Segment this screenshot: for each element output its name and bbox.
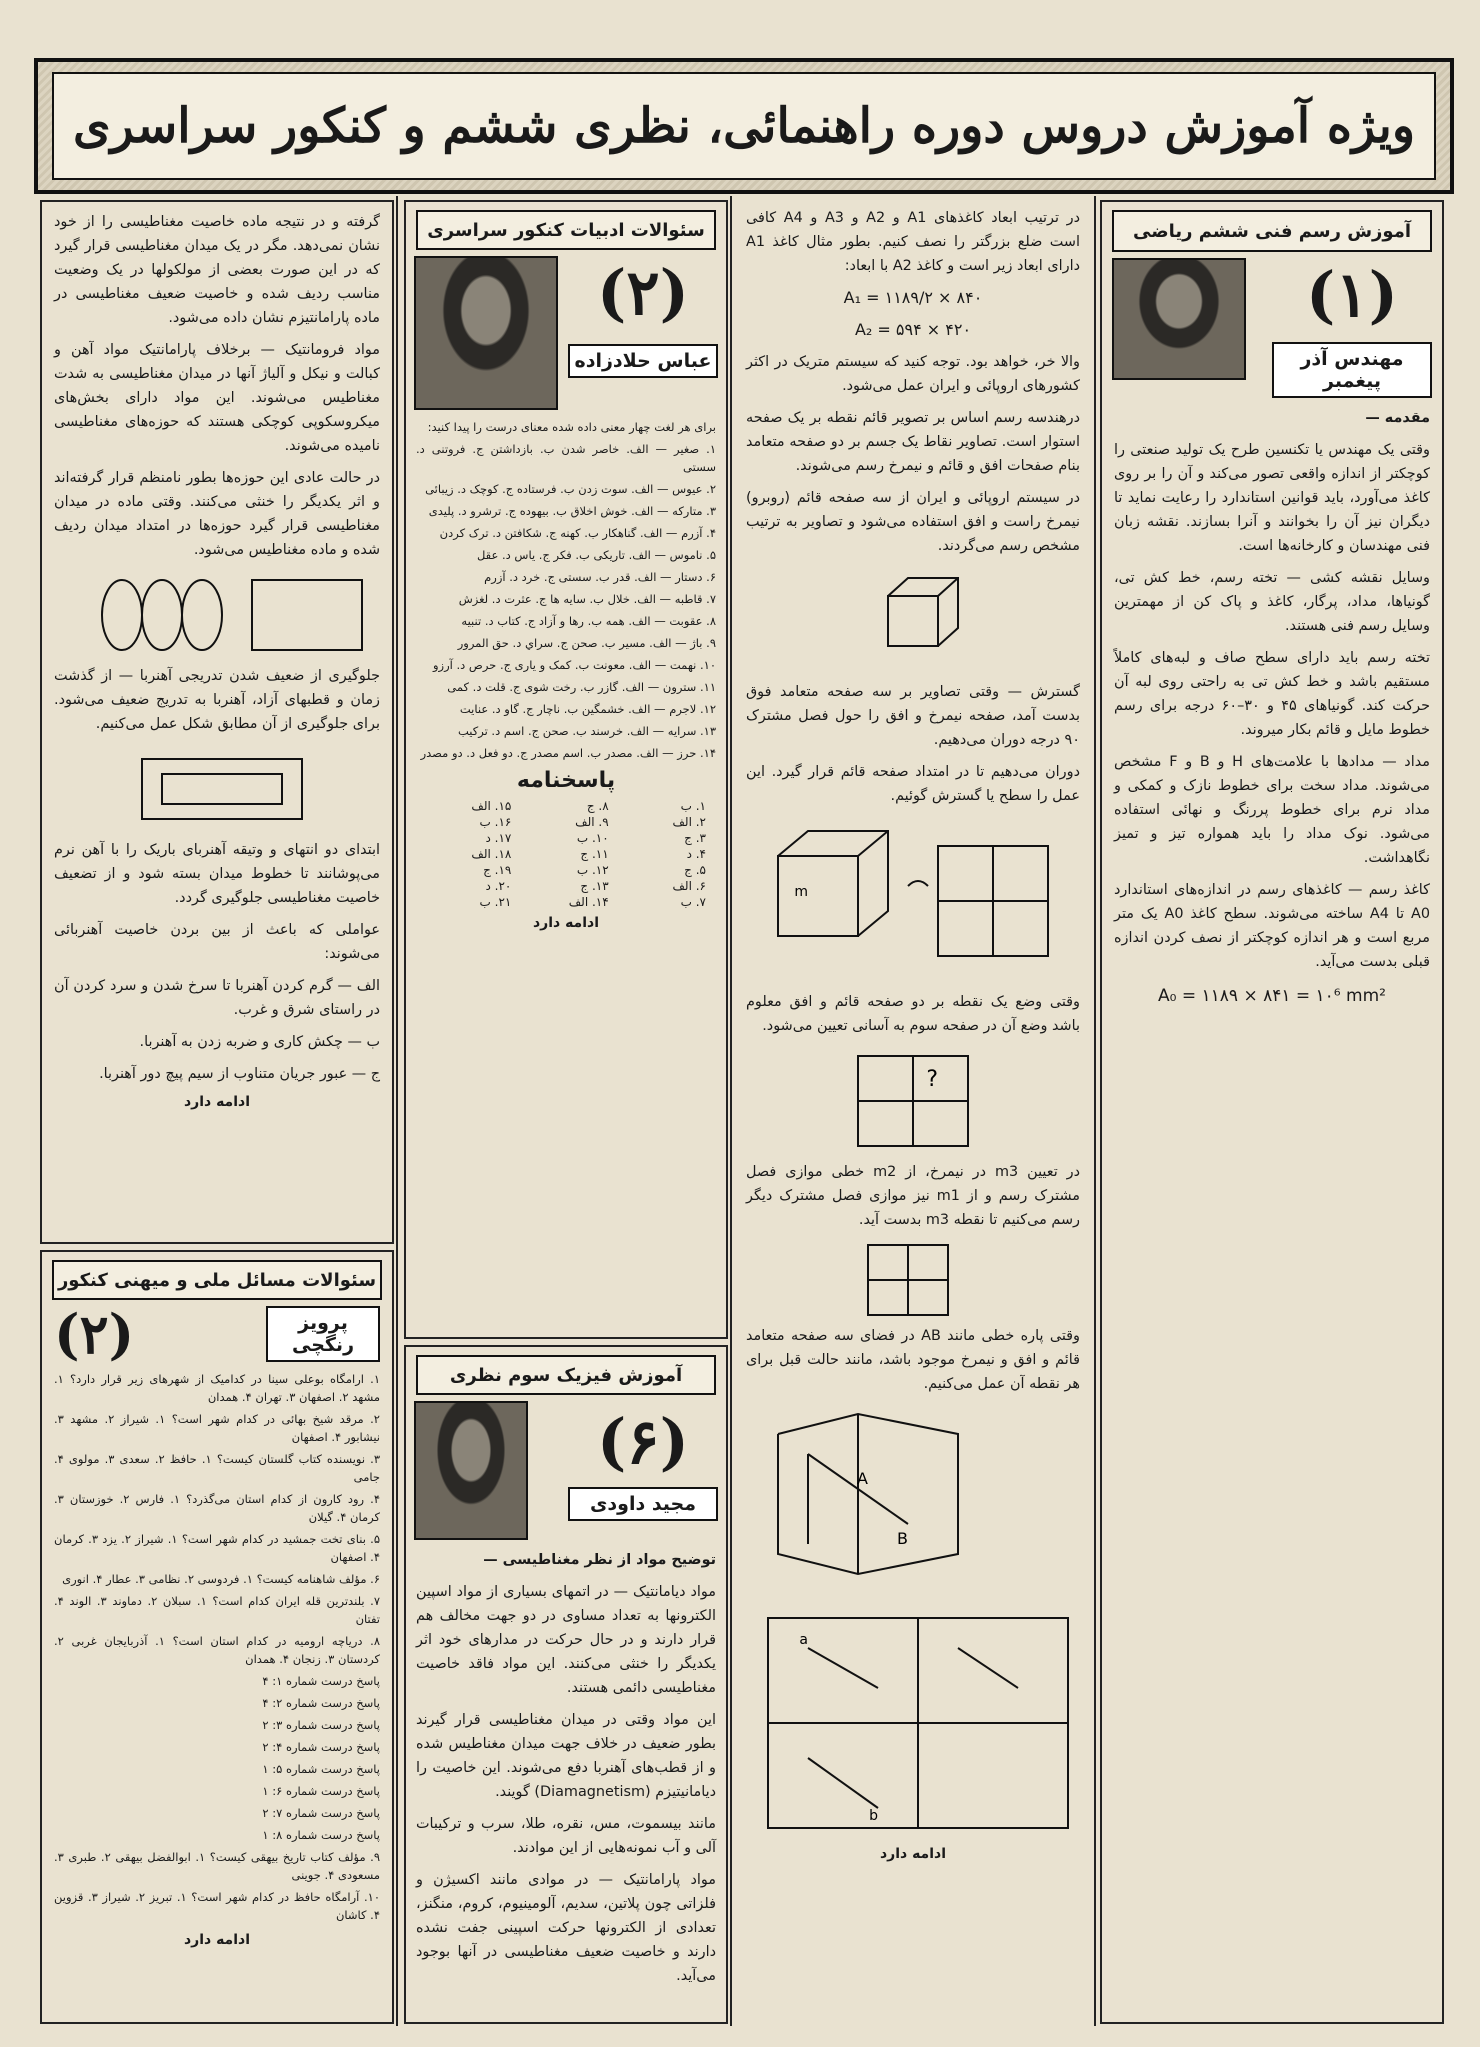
question: پاسخ درست شماره ۳: ۲ (262, 1718, 380, 1732)
author-name: مهندس آذر پیغمبر (1272, 342, 1432, 398)
question: ۲. مرقد شیخ بهائی در کدام شهر است؟ ۱. شیراز ۲. مشهد ۳. نیشابور ۴. اصفهان (54, 1412, 380, 1444)
paragraph: وسایل نقشه کشی — تخته رسم، خط کش تی، گونیاها، مداد، پرگار، کاغذ و پاک کن از مهمترین وسایل رسم فنی هستند. (1114, 570, 1430, 634)
column-technical-drawing (1100, 200, 1444, 2024)
answer: ۱. ب (680, 799, 706, 813)
column-physics (404, 1345, 728, 2024)
answer: ۱۶. ب (479, 815, 512, 829)
answer: ۱۳. ج (580, 879, 609, 893)
paragraph: الف — گرم کردن آهنربا تا سرخ شدن و سرد کردن آن در راستای شرق و غرب. (54, 978, 380, 1018)
question: ۲. عیوس — الف. سوت زدن ب. فرستاده ج. کوچک د. زیبائی (425, 482, 716, 496)
figure-third-view (748, 1046, 1088, 1156)
paragraph: مانند بیسموت، مس، نقره، طلا، سرب و ترکیبات آلی و آب نمونه‌هایی از این موادند. (416, 1816, 716, 1856)
question: پاسخ درست شماره ۷: ۲ (262, 1806, 380, 1820)
answer: ۳. ج (684, 831, 706, 845)
figure-magnet-domains (52, 570, 392, 660)
continue-note: ادامه دارد (879, 1846, 947, 1862)
answer: ۲. الف (672, 815, 706, 829)
question: ۹. باژ — الف. مسیر ب. صحن ج. سراي د. حق المرور (457, 636, 716, 650)
column-rule (396, 196, 398, 2026)
answer: ۱۲. ب (576, 863, 609, 877)
paragraph: ب — چکش کاری و ضربه زدن به آهنربا. (139, 1034, 380, 1050)
answer: ۴. د (686, 847, 706, 861)
paragraph: والا خر، خواهد بود. توجه کنید که سیستم متریک در اکثر کشورهای اروپائی و ایران عمل می‌شود. (746, 354, 1080, 394)
paragraph: کاغذ رسم — کاغذهای رسم در اندازه‌های استاندارد A0 تا A4 ساخته می‌شوند. سطح کاغذ A0 یک متر مربع است و هر اندازه کوچکتر از نصف کردن اندازه قبلی بدست می‌آید. (1114, 882, 1430, 970)
paragraph: گرفته و در نتیجه ماده خاصیت مغناطیسی را از خود نشان نمی‌دهد. مگر در یک میدان مغناطیسی قرار گیرد که در این صورت بعضی از مولکولها در یک وضعیت مناسب ردیف شده و خاصیت ضعیف مغناطیسی در ماده پارامانتیزم نشان داده می‌شود. (54, 214, 380, 326)
paragraph: در حالت عادی این حوزه‌ها بطور نامنظم قرار گرفته‌اند و اثر یکدیگر را خنثی می‌کنند. وقتی ماده در میدان مغناطیسی قرار گیرد حوزه‌ها در امتداد میدان ردیف شده و ماده مغناطیس می‌شود. (54, 470, 380, 558)
answer: ۱۸. الف (471, 847, 512, 861)
question: برای هر لغت چهار معنی داده شده معنای درست را پیدا کنید: (427, 420, 716, 434)
question: ۴. رود کارون از کدام استان می‌گذرد؟ ۱. فارس ۲. خوزستان ۳. کرمان ۴. گیلان (54, 1492, 380, 1524)
author-photo (414, 1401, 528, 1540)
answer-grid (406, 799, 726, 909)
answer: ۱۴. الف (568, 895, 609, 909)
author-name: مجید داودی (568, 1487, 718, 1521)
answer: ۷. ب (680, 895, 706, 909)
intro-label: مقدمه — (1365, 410, 1430, 426)
column-rule (730, 196, 732, 2026)
question: پاسخ درست شماره ۴: ۲ (262, 1740, 380, 1754)
continue-note: ادامه دارد (183, 1932, 251, 1948)
column-national-questions (40, 1250, 394, 2024)
answer: ۱۰. ب (576, 831, 609, 845)
continue-note: ادامه دارد (532, 915, 600, 931)
section-header: سئوالات مسائل ملی و میهنی کنکور (52, 1260, 382, 1300)
column-magnetism (40, 200, 394, 1244)
questions-list (42, 1362, 392, 1924)
paragraph: تخته رسم باید دارای سطح صاف و لبه‌های کاملاً مستقیم باشد و خط کش تی به راحتی روی لبه آن حرکت کند. گونیاهای ۴۵ و ۳۰–۶۰ درجه برای رسم خطوط مایل و قائم بکار میروند. (1114, 650, 1431, 738)
question: پاسخ درست شماره ۸: ۱ (262, 1828, 380, 1842)
section-header: سئوالات ادبیات کنکور سراسری (416, 210, 716, 250)
question: پاسخ درست شماره ۶: ۱ (262, 1784, 380, 1798)
question: ۱۱. سترون — الف. گازر ب. رخت شوی ج. قلت د. کمی (447, 680, 716, 694)
lesson-number: (۲) (597, 256, 689, 329)
question: ۷. قاطبه — الف. خلال ب. سایه ها ج. عثرت د. لغزش (458, 592, 716, 606)
banner-inner (52, 72, 1436, 180)
question: ۱. صغیر — الف. خاصر شدن ب. بازداشتن ج. فروتنی د. سستی (416, 442, 716, 474)
paragraph: ابتدای دو انتهای و وتیقه آهنربای باریک را با آهن نرم می‌پوشانند تا خطوط میدان بسته شود و از تضعیف خاصیت مغناطیسی جلوگیری گردد. (54, 842, 380, 906)
paragraph: مواد پارامانتیک — در موادی مانند اکسیژن و فلزاتی چون پلاتین، سدیم، آلومینیوم، کروم، منگنز، تعدادی از الکترونها حرکت اسپینی جفت نشده دارند و خاصیت ضعیف مغناطیسی در آنها بوجود می‌آید. (416, 1872, 716, 1984)
question: ۱. ارامگاه بوعلی سینا در کدامیک از شهرهای زیر قرار دارد؟ ۱. مشهد ۲. اصفهان ۳. تهران ۴. همدان (54, 1372, 380, 1404)
figure-unfolding (748, 816, 1088, 986)
figure-label-a: a (799, 1632, 808, 1648)
paragraph: وقتی یک مهندس یا تکنسین طرح یک تولید صنعتی را کوچکتر از اندازه واقعی تصور می‌کند و آن را بر روی کاغذ می‌آورد، باید قوانین استاندارد را رعایت نماید تا دیگران نیز آن را بخوانند و آنرا بسازند. نقشه زبان فنی مهندسان و کارخانه‌ها است. (1114, 442, 1430, 554)
questions-list (406, 410, 726, 762)
figure-line-ab-unfolded (748, 1608, 1088, 1838)
paragraph: توضیح مواد از نظر مغناطیسی — (483, 1552, 716, 1568)
author-name: پرویز رنگچی (266, 1306, 380, 1362)
paragraph: مواد فرومانتیک — برخلاف پارامانتیک مواد آهن و کبالت و نیکل و آلیاژ آنها در میدان مغناطیسی به شدت مغناطیس می‌شوند. این مواد دارای بخش‌های میکروسکوپی کوچکی هستند که حوزه‌های مغناطیسی نامیده می‌شوند. (54, 342, 380, 454)
figure-cube-small (748, 566, 1088, 676)
paragraph: ج — عبور جریان متناوب از سیم پیچ دور آهنربا. (99, 1066, 380, 1082)
figure-line-ab-3d (748, 1404, 1088, 1604)
paragraph: دوران می‌دهیم تا در امتداد صفحه قائم قرار گیرد. این عمل را سطح یا گسترش گوئیم. (746, 764, 1080, 804)
answer: ۱۹. ج (483, 863, 512, 877)
question: ۱۲. لاجرم — الف. خشمگین ب. ناچار ج. گاو د. عنایت (459, 702, 716, 716)
question: پاسخ درست شماره ۲: ۴ (262, 1696, 380, 1710)
question: ۱۳. سرایه — الف. خرسند ب. صحن ج. اسم د. ترکیب (457, 724, 716, 738)
paragraph: این مواد وقتی در میدان مغناطیسی قرار گیرند بطور ضعیف در خلاف جهت میدان مغناطیس شده و از قطب‌های آهنربا دفع می‌شوند. این خاصیت را دیامانیتیزم (Diamagnetism) گویند. (416, 1712, 716, 1800)
paragraph: مواد دیامانتیک — در اتمهای بسیاری از مواد اسپین الکترونها به تعداد مساوی در دو جهت مخالف هم قرار دارند و در حال حرکت در مدارهای خود اثر یکدیگر را خنثی می‌کنند. این مواد فاقد خاصیت مغناطیسی دائمی هستند. (416, 1584, 716, 1696)
lesson-number: (۶) (597, 1405, 689, 1478)
paragraph: در تعیین m3 در نیمرخ، از m2 خطی موازی فصل مشترک رسم و از m1 نیز موازی فصل مشترک دیگر رسم می‌کنیم تا نقطه m3 بدست آید. (746, 1164, 1081, 1228)
question: ۵. بنای تخت جمشید در کدام شهر است؟ ۱. شیراز ۲. یزد ۳. کرمان ۴. اصفهان (54, 1532, 381, 1564)
answer: ۵. ج (684, 863, 706, 877)
svg-text:?: ? (926, 1067, 938, 1092)
paragraph: وقتی پاره خطی مانند AB در فضای سه صفحه متعامد قائم و افق و نیمرخ موجود باشد، مانند حالت قبل برای هر نقطه آن عمل می‌کنیم. (746, 1328, 1080, 1392)
lesson-number: (۱) (1306, 258, 1398, 331)
continue-note: ادامه دارد (183, 1094, 251, 1110)
section-header: آموزش فیزیک سوم نظری (416, 1355, 716, 1395)
figure-magnet-keeper (52, 744, 392, 834)
question: ۸. دریاچه ارومیه در کدام استان است؟ ۱. آذربایجان غربی ۲. کردستان ۳. زنجان ۴. همدان (54, 1634, 380, 1666)
paragraph: عواملی که باعث از بین بردن خاصیت آهنربائی می‌شوند: (54, 922, 380, 962)
answer: ۲۱. ب (479, 895, 512, 909)
paragraph: در ترتیب ابعاد کاغذهای A1 و A2 و A3 و A4 کافی است ضلع بزرگتر را نصف کنیم. بطور مثال کاغذ A1 دارای ابعاد زیر است و کاغذ A2 با ابعاد: (746, 210, 1080, 274)
question: ۳. متارکه — الف. خوش اخلاق ب. بیهوده ج. ترشرو د. پلیدی (428, 504, 716, 518)
paragraph: درهندسه رسم اساس بر تصویر قائم نقطه بر یک صفحه استوار است. تصاویر نقاط یک جسم بر دو صفحه متعامد بنام صفحات افق و قائم و نیمرخ رسم می‌شوند. (746, 410, 1080, 474)
question: ۱۴. حرز — الف. مصدر ب. اسم مصدر ج. دو فعل د. دو مصدر (420, 746, 716, 760)
question: ۸. عقوبت — الف. همه ب. رها و آزاد ج. کتاب د. تنبیه (461, 614, 716, 628)
question: پاسخ درست شماره ۵: ۱ (262, 1762, 380, 1776)
answer: ۱۷. د (485, 831, 512, 845)
answer: ۹. الف (575, 815, 609, 829)
answer: ۸. ج (586, 799, 609, 813)
answer-title: پاسخنامه (516, 768, 616, 793)
lesson-number: (۲) (54, 1302, 135, 1366)
figure-grid (748, 1240, 1088, 1320)
paragraph: وقتی وضع یک نقطه بر دو صفحه قائم و افق معلوم باشد وضع آن در صفحه سوم به آسانی تعیین می‌شود. (746, 994, 1080, 1034)
answer: ۲۰. د (485, 879, 512, 893)
question: ۱۰. نهمت — الف. معونت ب. کمک و یاری ج. حرص د. آرزو (432, 658, 716, 672)
question: ۶. دستار — الف. قدر ب. سستی ج. خرد د. آزرم (484, 570, 716, 584)
paragraph: جلوگیری از ضعیف شدن تدریجی آهنربا — از گذشت زمان و قطبهای آزاد، آهنربا به تدریج ضعیف می‌شود. برای جلوگیری از آن مطابق شکل عمل می‌کنیم. (54, 668, 380, 732)
banner-title: ویژه آموزش دروس دوره راهنمائی، نظری ششم و کنکور سراسری (72, 98, 1416, 154)
figure-label-m: m (794, 884, 808, 900)
question: ۴. آزرم — الف. گناهکار ب. کهنه ج. شکافتن د. ترک کردن (439, 526, 716, 540)
column-rule (1094, 196, 1096, 2026)
question: ۱۰. آرامگاه حافظ در کدام شهر است؟ ۱. تبریز ۲. شیراز ۳. قزوین ۴. کاشان (54, 1890, 380, 1922)
figure-label-b: b (869, 1808, 878, 1824)
question: ۶. مؤلف شاهنامه کیست؟ ۱. فردوسی ۲. نظامی ۳. عطار ۴. انوری (62, 1572, 380, 1586)
question: ۵. ناموس — الف. تاریکی ب. فکر ج. یاس د. عقل (476, 548, 716, 562)
author-photo (414, 256, 558, 410)
formula-a0: A₀ = ۱۱۸۹ × ۸۴۱ = ۱۰⁶ mm² (1158, 986, 1386, 1006)
question: پاسخ درست شماره ۱: ۴ (262, 1674, 380, 1688)
formula-a2: A₂ = ۵۹۴ × ۴۲۰ (854, 320, 972, 339)
question: ۷. بلندترین قله ایران کدام است؟ ۱. سبلان ۲. دماوند ۳. الوند ۴. تفتان (54, 1594, 381, 1626)
answer: ۶. الف (672, 879, 706, 893)
column-literature (404, 200, 728, 1339)
paragraph: مداد — مدادها با علامت‌های H و B و F مشخص می‌شوند. مداد سخت برای خطوط نازک و کمکی و مداد نرم برای خطوط پررنگ و نهائی استفاده می‌شود. نوک مداد را باید همواره تیز و تمیز نگاهداشت. (1114, 754, 1430, 866)
question: ۳. نویسنده کتاب گلستان کیست؟ ۱. حافظ ۲. سعدی ۳. مولوی ۴. جامی (54, 1452, 380, 1484)
author-name: عباس حلادزاده (568, 344, 718, 378)
formula-a1: A₁ = ۱۱۸۹/۲ × ۸۴۰ (843, 288, 983, 307)
author-photo (1112, 258, 1246, 380)
answer: ۱۵. الف (471, 799, 512, 813)
banner (34, 58, 1454, 194)
paragraph: در سیستم اروپائی و ایران از سه صفحه قائم (روبرو) نیمرخ راست و افق استفاده می‌شود و تصاویر به ترتیب مشخص رسم می‌گردند. (746, 490, 1080, 554)
question: ۹. مؤلف کتاب تاریخ بیهقی کیست؟ ۱. ابوالفضل بیهقی ۲. طبری ۳. مسعودی ۴. جوینی (54, 1850, 381, 1882)
paragraph: گسترش — وقتی تصاویر بر سه صفحه متعامد فوق بدست آمد، صفحه نیمرخ و افق را حول فصل مشترک ۹۰ درجه دوران می‌دهیم. (746, 684, 1080, 748)
figure-label-B: B (897, 1529, 908, 1548)
section-header: آموزش رسم فنی ششم ریاضی (1112, 210, 1432, 252)
column-projection (738, 206, 1088, 2016)
figure-label-A: A (857, 1469, 868, 1488)
answer: ۱۱. ج (580, 847, 609, 861)
